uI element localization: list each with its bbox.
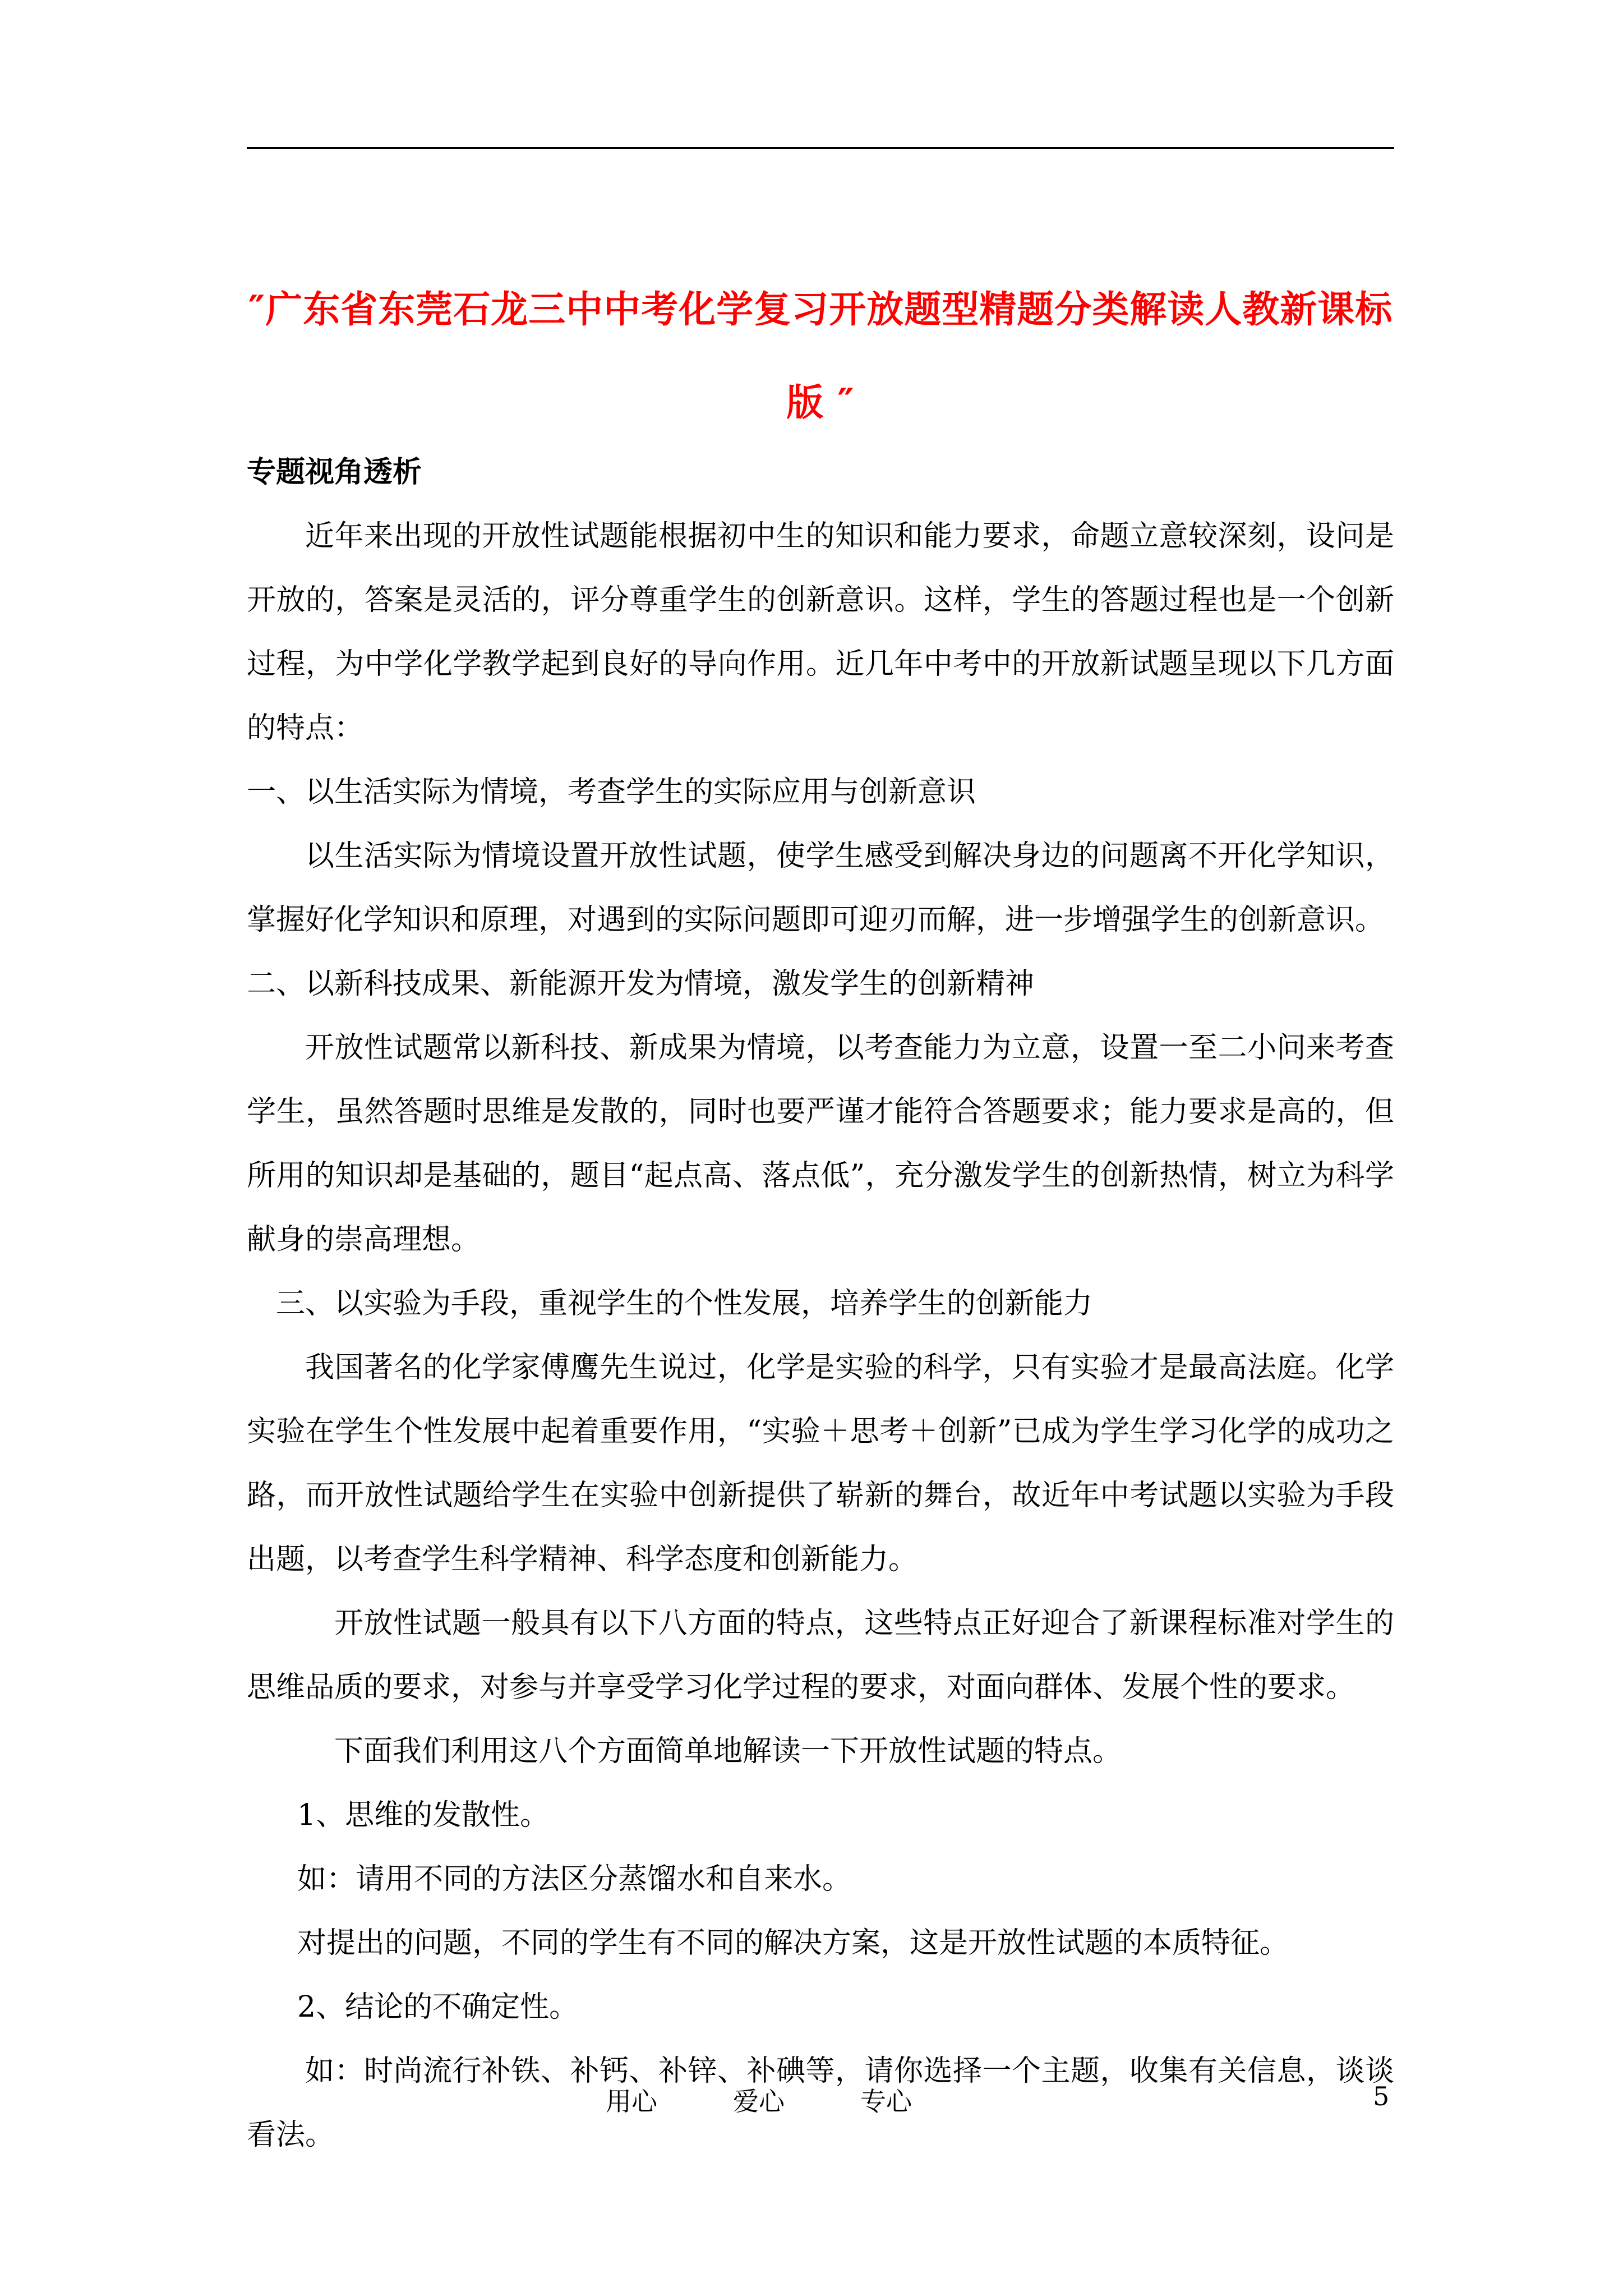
document-body bbox=[247, 440, 1394, 2167]
point-paragraph-3: 我国著名的化学家傅鹰先生说过，化学是实验的科学，只有实验才是最高法庭。化学实验在学生个性发展中起着重要作用，“实验＋思考＋创新”已成为学生学习化学的成功之路，而开放性试题给学生在实验中创新提供了崭新的舞台，故近年中考试题以实验为手段出题，以考查学生科学精神、科学态度和创新能力。 bbox=[247, 1351, 1394, 1576]
point-heading-3: 三、以实验为手段，重视学生的个性发展，培养学生的创新能力 bbox=[276, 1287, 1093, 1320]
features-intro: 下面我们利用这八个方面简单地解读一下开放性试题的特点。 bbox=[334, 1734, 1122, 1768]
feature-heading-2: 2、结论的不确定性。 bbox=[297, 1990, 579, 2024]
feature-heading-1: 1、思维的发散性。 bbox=[297, 1798, 550, 1832]
point-heading-2: 二、以新科技成果、新能源开发为情境，激发学生的创新精神 bbox=[247, 967, 1035, 1001]
section-heading: 专题视角透析 bbox=[247, 455, 422, 489]
feature-example-2: 如：时尚流行补铁、补钙、补锌、补碘等，请你选择一个主题，收集有关信息，谈谈看法。 bbox=[247, 2054, 1394, 2152]
point-paragraph-2: 开放性试题常以新科技、新成果为情境，以考查能力为立意，设置一至二小问来考查学生，虽然答题时思维是发散的，同时也要严谨才能符合答题要求；能力要求是高的，但所用的知识却是基础的，题目“起点高、落点低”，充分激发学生的创新热情，树立为科学献身的崇高理想。 bbox=[247, 1031, 1394, 1257]
features-paragraph: 开放性试题一般具有以下八方面的特点，这些特点正好迎合了新课程标准对学生的思维品质的要求，对参与并享受学习化学过程的要求，对面向群体、发展个性的要求。 bbox=[247, 1607, 1394, 1704]
point-heading-1: 一、以生活实际为情境，考查学生的实际应用与创新意识 bbox=[247, 775, 976, 809]
feature-note-1: 对提出的问题，不同的学生有不同的解决方案，这是开放性试题的本质特征。 bbox=[297, 1926, 1289, 1960]
page-number: 5 bbox=[1373, 2081, 1390, 2111]
feature-example-1: 如：请用不同的方法区分蒸馏水和自来水。 bbox=[297, 1862, 852, 1896]
header-rule bbox=[247, 147, 1394, 149]
footer-motto-item: 用心 bbox=[606, 2086, 657, 2116]
footer-motto-item: 爱心 bbox=[733, 2086, 785, 2116]
page-footer bbox=[0, 2081, 1623, 2126]
footer-motto-item: 专心 bbox=[860, 2086, 912, 2116]
footer-motto bbox=[606, 2081, 912, 2118]
document-title: ″广东省东莞石龙三中中考化学复习开放题型精题分类解读人教新课标版 ″ bbox=[248, 287, 1393, 424]
intro-paragraph: 近年来出现的开放性试题能根据初中生的知识和能力要求，命题立意较深刻，设问是开放的，答案是灵活的，评分尊重学生的创新意识。这样，学生的答题过程也是一个创新过程，为中学化学教学起到良好的导向作用。近几年中考中的开放新试题呈现以下几方面的特点： bbox=[247, 519, 1394, 745]
point-paragraph-1: 以生活实际为情境设置开放性试题，使学生感受到解决身边的问题离不开化学知识，掌握好化学知识和原理，对遇到的实际问题即可迎刃而解，进一步增强学生的创新意识。 bbox=[247, 839, 1394, 937]
